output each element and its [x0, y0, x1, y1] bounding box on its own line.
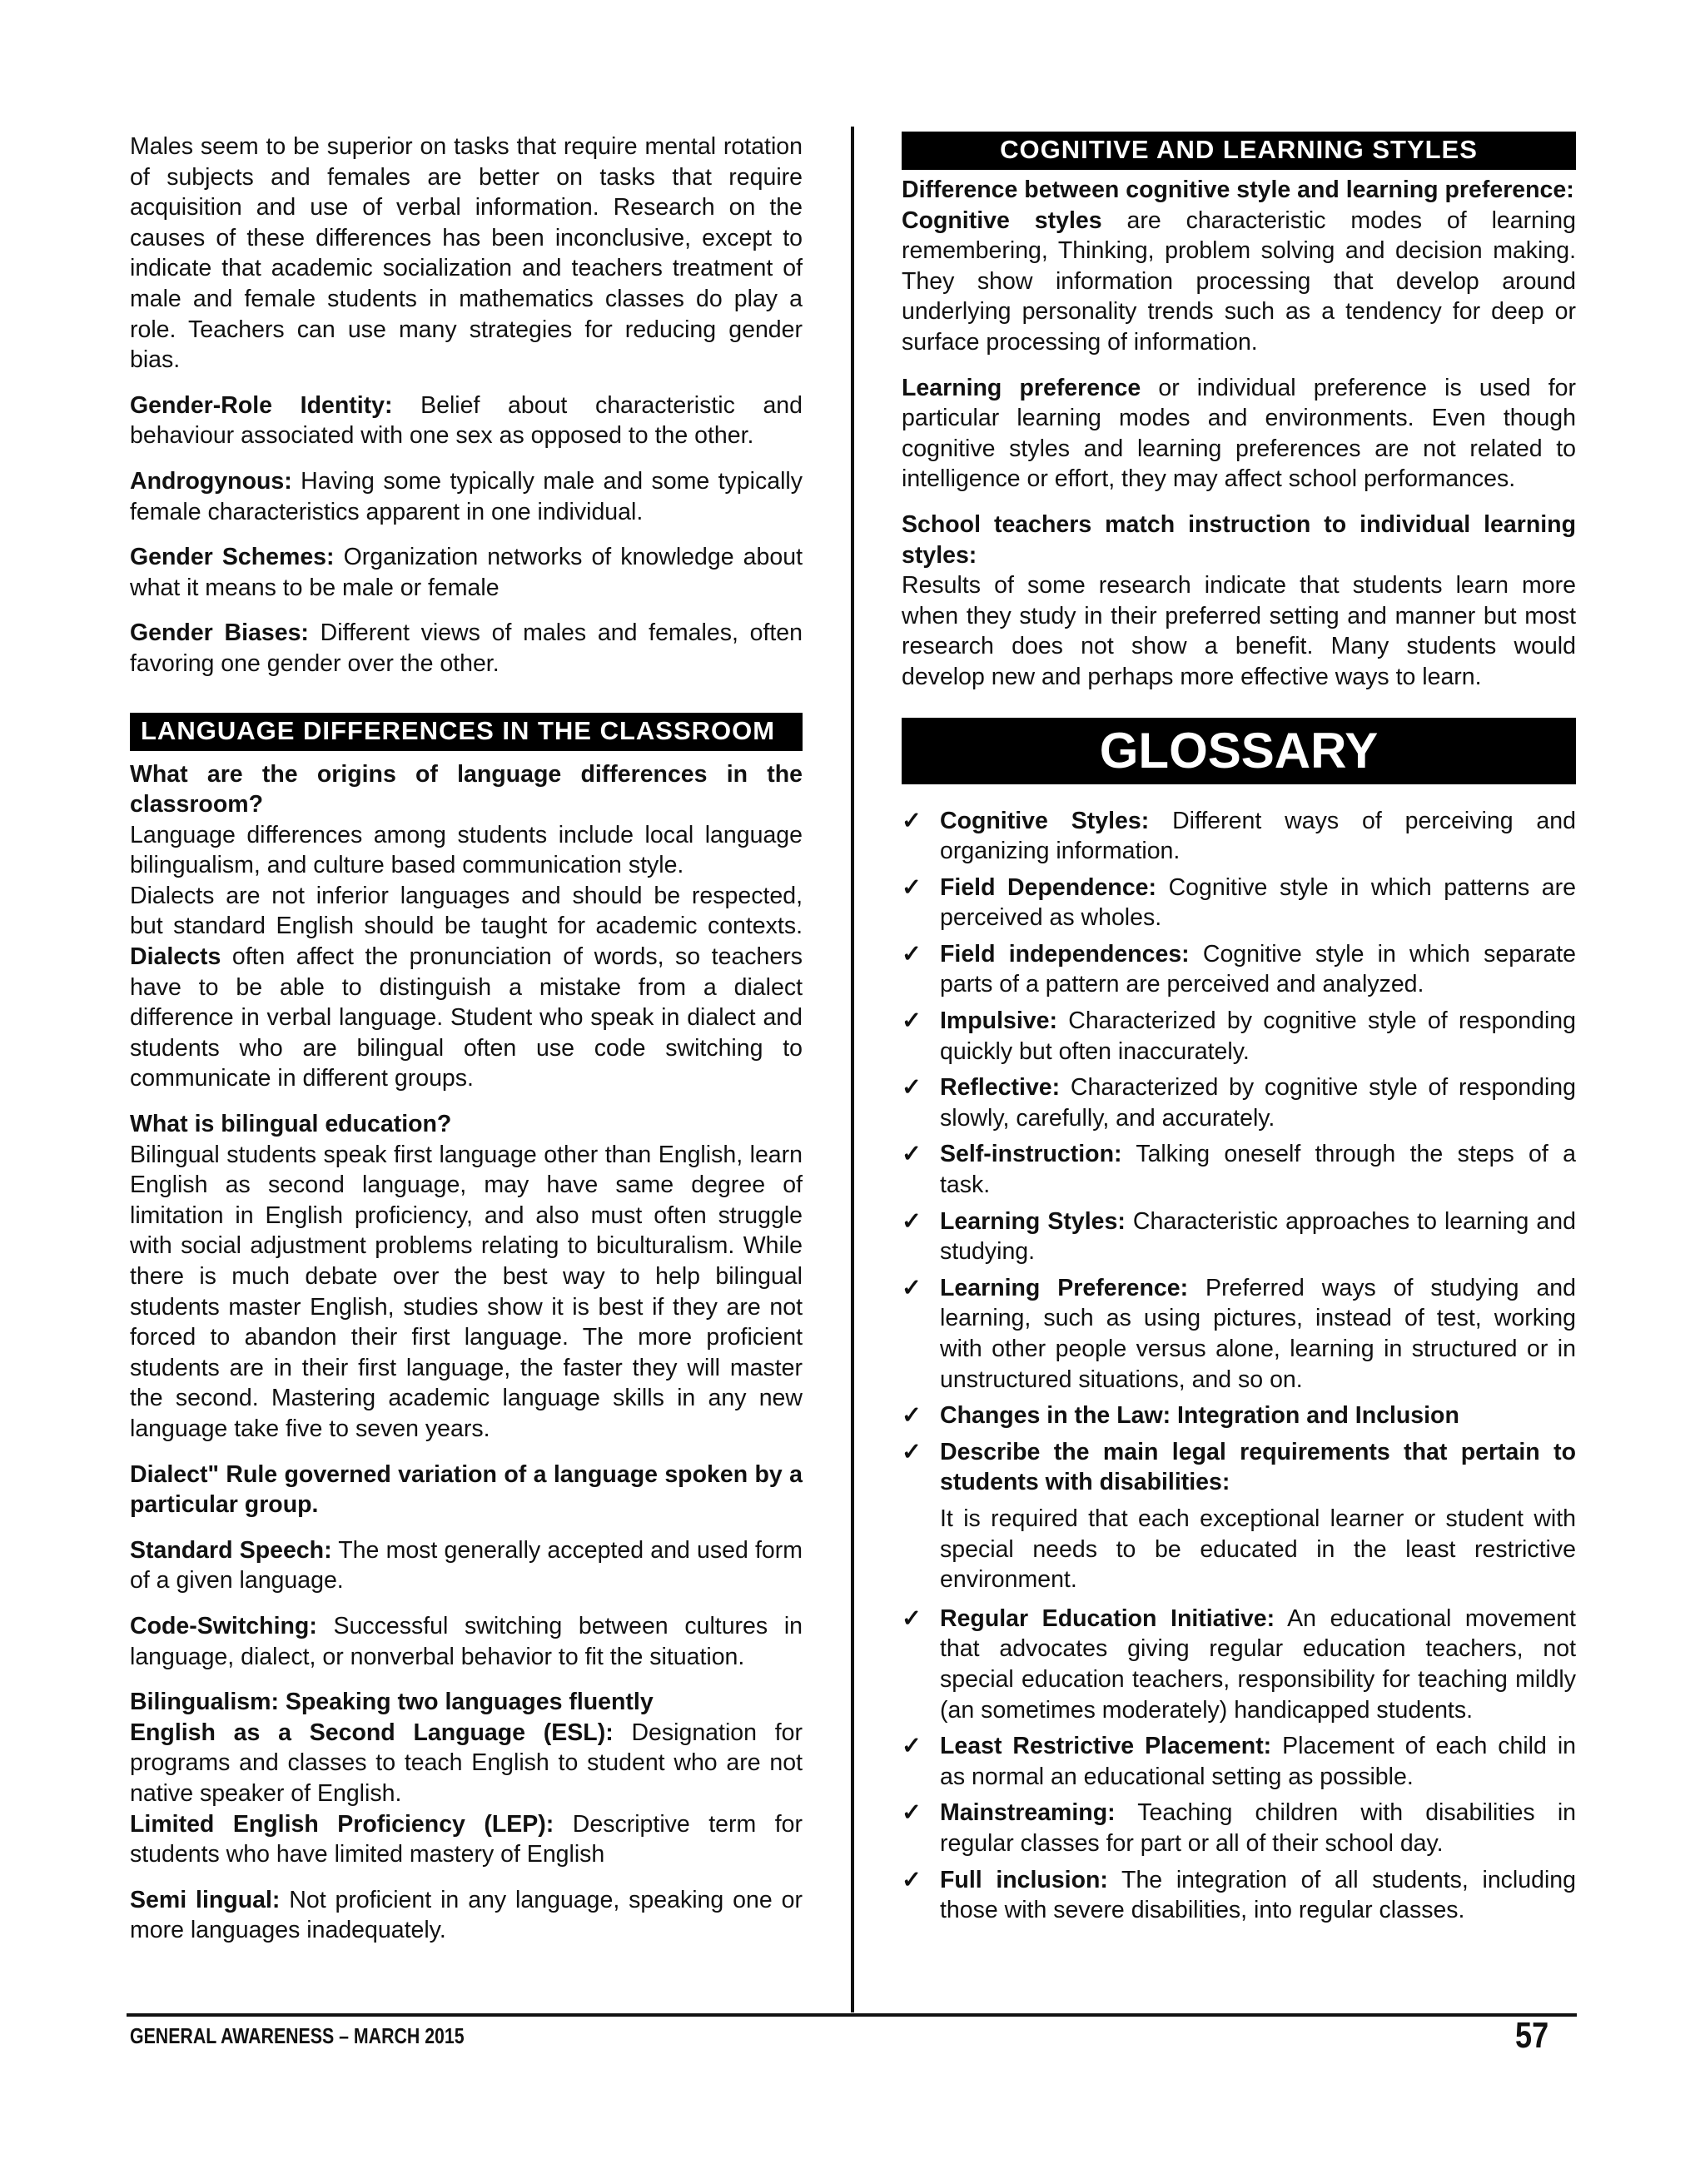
definition: Organization networks of knowledge about what it means to be male or female [130, 544, 803, 601]
checkmark-icon: ✓ [902, 1141, 922, 1168]
term: Gender Schemes: [130, 544, 335, 571]
text: often affect the pronunciation of words, so teachers have to be able to distinguish a mistake from a dialect difference in verbal language. Student who speak in dialect and students who are bilingual often use code switching to communicate in different groups. [130, 943, 803, 1092]
term: Cognitive Styles: [940, 807, 1150, 834]
term: Code-Switching: [130, 1612, 317, 1639]
term: Learning preference [902, 374, 1141, 401]
term: Describe the main legal requirements that pertain to students with disabilities: [940, 1438, 1576, 1496]
paragraph-learning-preference [902, 373, 1576, 495]
glossary-item [902, 1006, 1576, 1067]
subheading-text: School teachers match instruction to individual learning styles: [902, 510, 1576, 569]
term: Gender-Role Identity: [130, 391, 393, 419]
glossary-item [902, 1206, 1576, 1267]
checkmark-icon: ✓ [902, 1799, 922, 1827]
definition-bilingualism [130, 1687, 803, 1718]
definition: Talking oneself through the steps of a task. [940, 1141, 1576, 1199]
subheading [902, 510, 1576, 570]
definition: Different ways of perceiving and organizing information. [940, 807, 1576, 865]
section-heading-language-differences: LANGUAGE DIFFERENCES IN THE CLASSROOM [130, 713, 803, 751]
term: Field Dependence: [940, 873, 1157, 901]
definition-dialect [130, 1460, 803, 1520]
right-column [902, 132, 1576, 1932]
term: Standard Speech: [130, 1536, 332, 1564]
intro-paragraph: Males seem to be superior on tasks that require mental rotation of subjects and females are better on tasks that require acquisition and use of verbal information. Research on the causes of these differences has been inconclusive, except to indicate that academic socialization and teachers treatment of male and female students in mathematics classes do play a role. Teachers can use many strategies for reducing gender bias. [130, 133, 803, 374]
definition: Placement of each child in as normal an educational setting as possible. [940, 1733, 1577, 1790]
definition: Characteristic approaches to learning and studying. [940, 1207, 1576, 1266]
term: Dialect" Rule governed variation of a language spoken by a particular group. [130, 1460, 803, 1519]
text: are characteristic modes of learning remembering, Thinking, problem solving and decision making. They show information processing that develop around underlying personality trends such as a tendency for deep or surface processing of information. [902, 206, 1576, 356]
checkmark-icon: ✓ [902, 873, 922, 901]
paragraph: Results of some research indicate that students learn more when they study in their preferred setting and manner but most research does not show a benefit. Many students would develop new and perhaps more effective ways to learn. [902, 572, 1576, 690]
definition: Preferred ways of studying and learning, such as using pictures, instead of test, working with other people versus alone, learning in structured or in unstructured situations, and so on. [940, 1274, 1576, 1393]
definition: Different views of males and females, often favoring one gender over the other. [130, 619, 803, 677]
term: Androgynous: [130, 467, 292, 495]
definition: Successful switching between cultures in language, dialect, or nonverbal behavior to fit the situation. [130, 1612, 803, 1670]
term: Full inclusion: [940, 1866, 1108, 1893]
term: Least Restrictive Placement: [940, 1733, 1272, 1760]
checkmark-icon: ✓ [902, 1007, 922, 1035]
glossary-item [902, 939, 1576, 1000]
term: Dialects [130, 943, 221, 971]
glossary-item [902, 1400, 1576, 1431]
definition: Cognitive style in which patterns are perceived as wholes. [940, 873, 1576, 932]
definition-semi-lingual [130, 1885, 803, 1946]
paragraph-cognitive-styles [902, 206, 1576, 358]
checkmark-icon: ✓ [902, 807, 922, 834]
definition: An educational movement that advocates giving regular education teachers, not special education teachers, responsibility for teaching mildly (an sometimes moderately) handicapped students. [940, 1604, 1576, 1724]
glossary-item [902, 1139, 1576, 1200]
glossary-item [902, 806, 1576, 867]
definition: Characterized by cognitive style of responding slowly, carefully, and accurately. [940, 1074, 1576, 1132]
definition: The integration of all students, including those with severe disabilities, into regular classes. [940, 1866, 1576, 1924]
glossary-item [902, 1273, 1576, 1395]
definition-gender-role-identity [130, 391, 803, 451]
term: Field independences: [940, 940, 1190, 968]
term: Regular Education Initiative: [940, 1604, 1275, 1632]
term: Learning Styles: [940, 1207, 1126, 1235]
question-text: What is bilingual education? [130, 1111, 452, 1138]
definition-lep [130, 1809, 803, 1870]
glossary-list [902, 806, 1576, 1498]
definition: Characterized by cognitive style of responding quickly but often inaccurately. [940, 1007, 1576, 1065]
text: Dialects are not inferior languages and should be respected, but standard English should be taught for academic contexts. [130, 882, 803, 940]
glossary-list-continued [902, 1604, 1576, 1926]
publication-footer: GENERAL AWARENESS – MARCH 2015 [130, 2023, 465, 2048]
definition-standard-speech [130, 1535, 803, 1596]
footer-rule [127, 2013, 1577, 2017]
glossary-item [902, 1604, 1576, 1725]
paragraph [130, 881, 803, 1094]
checkmark-icon: ✓ [902, 940, 922, 968]
definition: Not proficient in any language, speaking one or more languages inadequately. [130, 1886, 803, 1944]
term: Bilingualism: Speaking two languages fluently [130, 1689, 654, 1716]
checkmark-icon: ✓ [902, 1402, 922, 1430]
definition: The most generally accepted and used form of a given language. [130, 1536, 803, 1594]
definition-esl [130, 1718, 803, 1809]
term: Learning Preference: [940, 1274, 1189, 1301]
glossary-item [902, 1731, 1576, 1792]
term: English as a Second Language (ESL): [130, 1719, 614, 1746]
definition: Cognitive style in which separate parts of a pattern are perceived and analyzed. [940, 940, 1577, 998]
term: Gender Biases: [130, 619, 309, 647]
glossary-item [902, 1072, 1576, 1133]
glossary-item [902, 1798, 1576, 1858]
question-text: What are the origins of language differences in the classroom? [130, 760, 803, 818]
definition: Designation for programs and classes to teach English to student who are not native speaker of English. [130, 1719, 803, 1807]
glossary-item [902, 1437, 1576, 1498]
glossary-heading: GLOSSARY [902, 718, 1576, 784]
glossary-item [902, 1865, 1576, 1926]
glossary-item [902, 873, 1576, 933]
definition-gender-biases [130, 618, 803, 679]
term: Semi lingual: [130, 1886, 281, 1913]
term: Impulsive: [940, 1007, 1057, 1035]
checkmark-icon: ✓ [902, 1074, 922, 1102]
question-heading [130, 1109, 803, 1140]
section-heading-cognitive-learning-styles: COGNITIVE AND LEARNING STYLES [902, 132, 1576, 170]
definition-code-switching [130, 1611, 803, 1672]
definition: Descriptive term for students who have limited mastery of English [130, 1810, 803, 1868]
paragraph: Bilingual students speak first language other than English, learn English as second language, may have same degree of limitation in English proficiency, and also must often struggle with social adjustment problems relating to biculturalism. While there is much debate over the best way to help bilingual students master English, studies show it is best if they are not forced to abandon their first language. The more proficient students are in their first language, the faster they will master the second. Mastering academic language skills in any new language take five to seven years. [130, 1141, 803, 1442]
definition: Teaching children with disabilities in regular classes for part or all of their school day. [940, 1799, 1576, 1857]
checkmark-icon: ✓ [902, 1866, 922, 1893]
text: or individual preference is used for particular learning modes and environments. Even though cognitive styles and learning preferences are not related to intelligence or effort, they may affect school performances. [902, 374, 1576, 493]
page-number: 57 [1515, 2015, 1549, 2056]
checkmark-icon: ✓ [902, 1733, 922, 1760]
term: Changes in the Law: Integration and Inclusion [940, 1402, 1459, 1430]
term: Reflective: [940, 1074, 1061, 1102]
definition-gender-schemes [130, 542, 803, 603]
question-heading [130, 759, 803, 820]
definition: Belief about characteristic and behaviour associated with one sex as opposed to the other. [130, 391, 803, 450]
checkmark-icon: ✓ [902, 1207, 922, 1235]
column-divider [851, 127, 854, 2012]
definition: Having some typically male and some typically female characteristics apparent in one individual. [130, 467, 803, 525]
term: Self-instruction: [940, 1141, 1122, 1168]
term: Mainstreaming: [940, 1799, 1116, 1827]
left-column [130, 132, 803, 1946]
subheading-text: Difference between cognitive style and learning preference: [902, 177, 1574, 203]
subheading [902, 175, 1576, 206]
checkmark-icon: ✓ [902, 1274, 922, 1301]
checkmark-icon: ✓ [902, 1438, 922, 1465]
legal-requirement-note: It is required that each exceptional learner or student with special needs to be educated in the least restrictive environment. [940, 1505, 1576, 1594]
definition-androgynous [130, 466, 803, 527]
paragraph: Language differences among students include local language bilingualism, and culture based communication style. [130, 821, 803, 879]
checkmark-icon: ✓ [902, 1604, 922, 1632]
term: Cognitive styles [902, 206, 1102, 234]
term: Limited English Proficiency (LEP): [130, 1810, 554, 1838]
